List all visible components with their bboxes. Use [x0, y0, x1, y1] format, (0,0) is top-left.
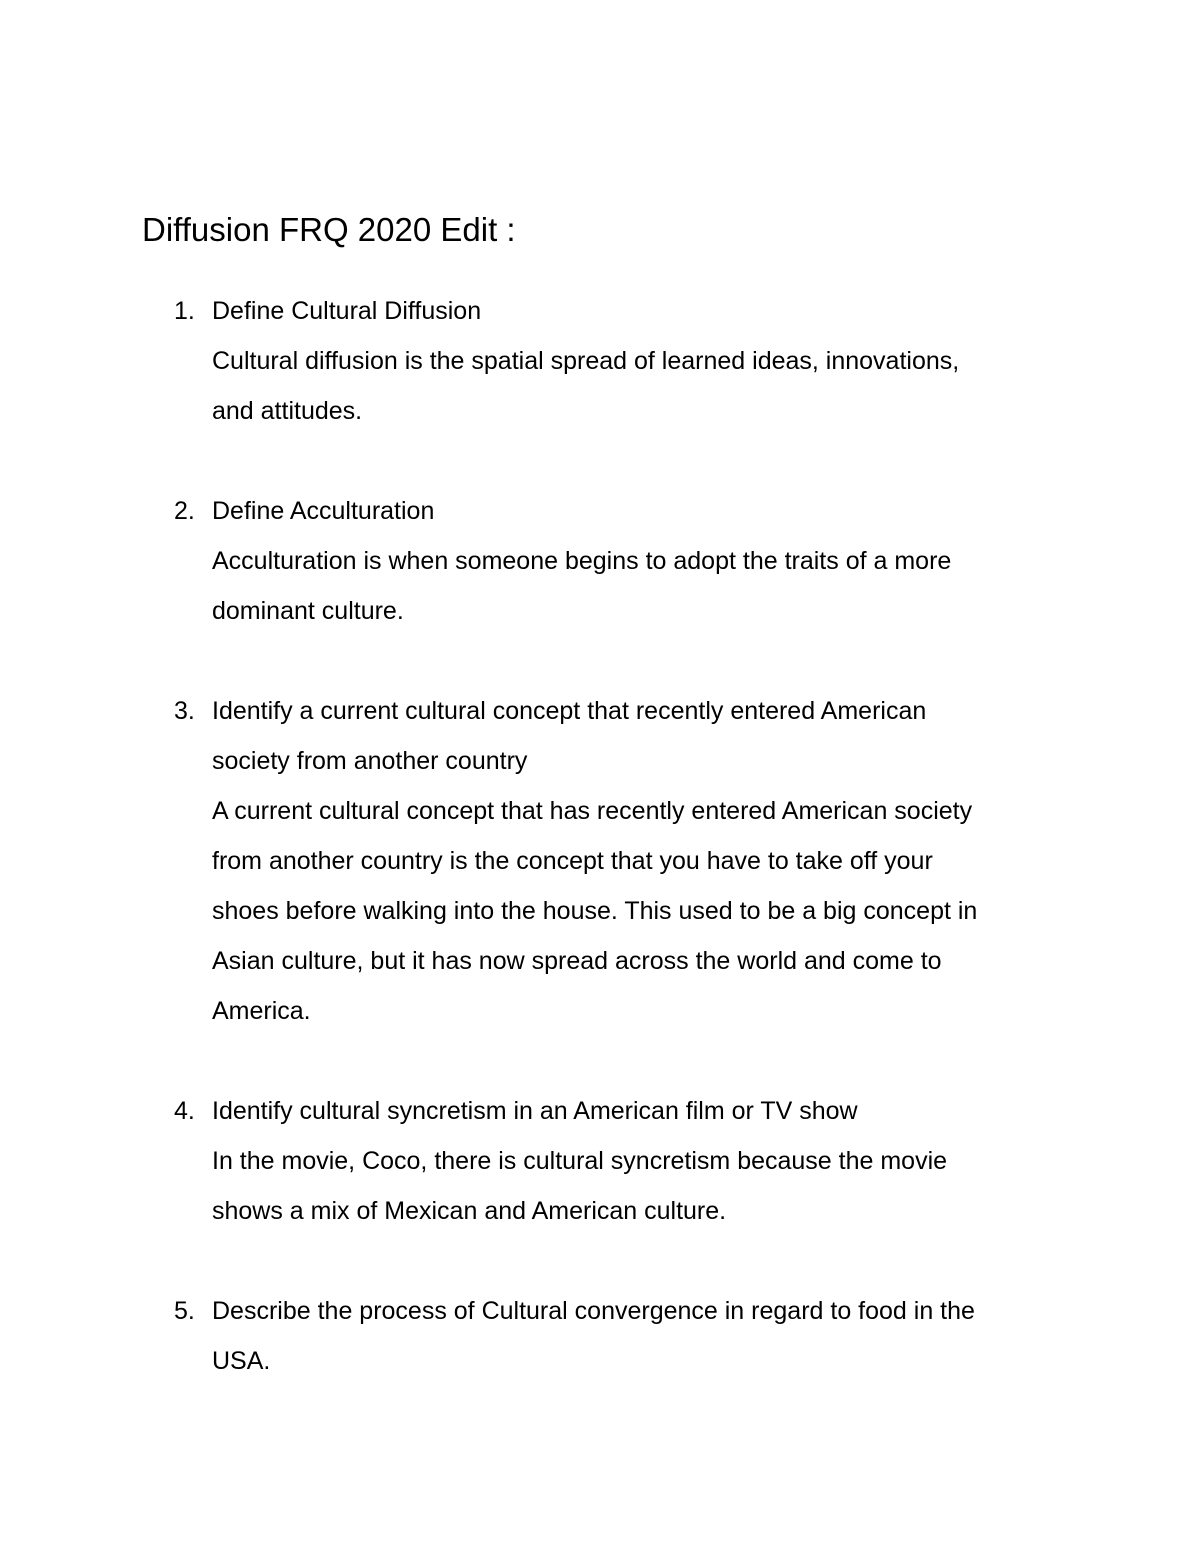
document-title: Diffusion FRQ 2020 Edit : [142, 211, 516, 248]
item-number: 4. [174, 1097, 195, 1125]
item-answer-line: A current cultural concept that has recently entered American society [212, 797, 973, 825]
item-question: society from another country [212, 747, 528, 775]
item-number: 5. [174, 1297, 195, 1325]
item-question: Describe the process of Cultural convergence in regard to food in the [212, 1297, 975, 1325]
item-question: USA. [212, 1347, 271, 1375]
item-number: 2. [174, 497, 195, 525]
item-answer-line: In the movie, Coco, there is cultural syncretism because the movie [212, 1147, 948, 1175]
item-answer-line: Cultural diffusion is the spatial spread of learned ideas, innovations, [212, 347, 960, 375]
item-answer-line: dominant culture. [212, 597, 404, 625]
item-question: Define Acculturation [212, 497, 435, 525]
item-question: Identify cultural syncretism in an American film or TV show [212, 1097, 858, 1125]
item-answer-line: from another country is the concept that you have to take off your [212, 847, 933, 875]
item-number: 1. [174, 297, 195, 325]
item-answer-line: America. [212, 997, 311, 1025]
item-answer-line: shows a mix of Mexican and American culture. [212, 1197, 727, 1225]
item-question: Define Cultural Diffusion [212, 297, 482, 325]
item-answer-line: Acculturation is when someone begins to adopt the traits of a more [212, 547, 952, 575]
item-answer-line: and attitudes. [212, 397, 363, 425]
item-answer-line: Asian culture, but it has now spread across the world and come to [212, 947, 942, 975]
item-answer-line: shoes before walking into the house. This used to be a big concept in [212, 897, 978, 925]
item-question: Identify a current cultural concept that recently entered American [212, 697, 927, 725]
item-number: 3. [174, 697, 195, 725]
